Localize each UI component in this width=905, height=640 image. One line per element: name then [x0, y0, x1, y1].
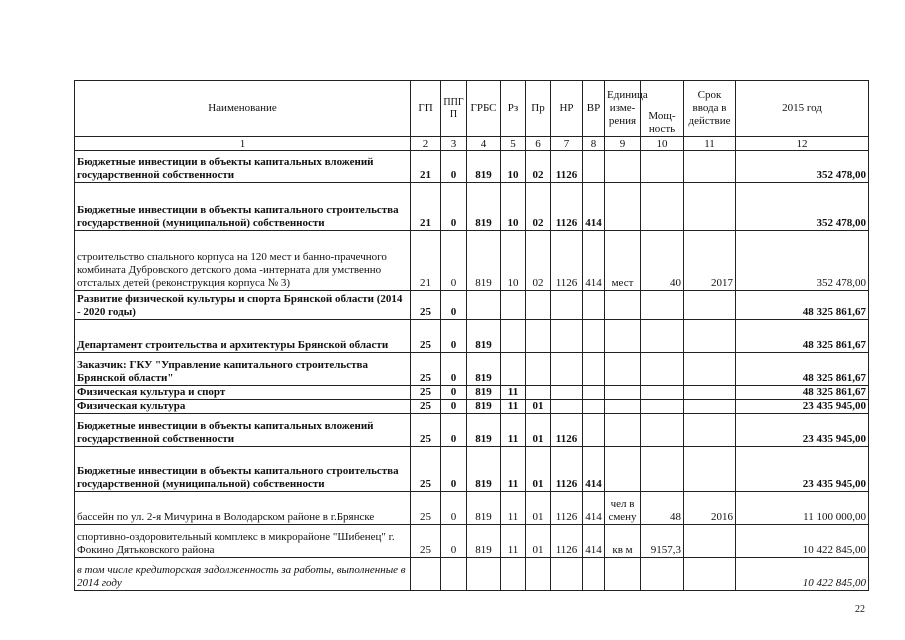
header-unit: Единица изме-рения [605, 81, 641, 137]
header-term: Срок ввода в действие [684, 81, 736, 137]
cell-gp: 21 [411, 183, 441, 231]
cell-pr [526, 291, 551, 320]
cell-pr: 02 [526, 231, 551, 291]
cell-nr [551, 558, 583, 591]
cell-gp: 25 [411, 414, 441, 447]
cell-unit [605, 400, 641, 414]
cell-nr [551, 400, 583, 414]
table-body [75, 137, 869, 591]
table-row [75, 291, 869, 320]
cell-rz [501, 558, 526, 591]
cell-unit [605, 320, 641, 353]
cell-vr [583, 353, 605, 386]
row-name: Бюджетные инвестиции в объекты капитальных вложений государственной собственности [75, 414, 411, 447]
cell-amount: 48 325 861,67 [736, 320, 869, 353]
cell-gp: 25 [411, 291, 441, 320]
cell-gp [411, 558, 441, 591]
cell-vr: 414 [583, 447, 605, 492]
cell-vr: 414 [583, 183, 605, 231]
cell-unit: мест [605, 231, 641, 291]
cell-ppgp: 0 [441, 400, 467, 414]
header-row [75, 81, 869, 137]
cell-term [684, 386, 736, 400]
cell-ppgp: 0 [441, 525, 467, 558]
cell-nr [551, 353, 583, 386]
cell-vr [583, 320, 605, 353]
row-name: Бюджетные инвестиции в объекты капитальных вложений государственной собственности [75, 151, 411, 183]
row-name: спортивно-оздоровительный комплекс в микрорайоне "Шибенец" г. Фокино Дятьковского района [75, 525, 411, 558]
cell-grbs: 819 [467, 447, 501, 492]
cell-rz: 11 [501, 400, 526, 414]
cell-grbs: 819 [467, 400, 501, 414]
cell-amount: 11 100 000,00 [736, 492, 869, 525]
cell-amount: 352 478,00 [736, 231, 869, 291]
row-name: Заказчик: ГКУ "Управление капитального строительства Брянской области" [75, 353, 411, 386]
cell-amount: 48 325 861,67 [736, 291, 869, 320]
cell-capacity: 9157,3 [641, 525, 684, 558]
header-ppgp: ППГП [441, 81, 467, 137]
column-number: 2 [411, 137, 441, 151]
cell-unit [605, 353, 641, 386]
row-name: Развитие физической культуры и спорта Брянской области (2014 - 2020 годы) [75, 291, 411, 320]
cell-unit [605, 151, 641, 183]
cell-ppgp: 0 [441, 447, 467, 492]
header-grbs: ГРБС [467, 81, 501, 137]
cell-rz: 10 [501, 151, 526, 183]
cell-grbs [467, 558, 501, 591]
cell-gp: 21 [411, 231, 441, 291]
cell-term [684, 320, 736, 353]
table-row [75, 231, 869, 291]
cell-capacity: 48 [641, 492, 684, 525]
cell-pr [526, 386, 551, 400]
cell-amount: 352 478,00 [736, 183, 869, 231]
cell-ppgp: 0 [441, 492, 467, 525]
budget-table [74, 80, 869, 591]
table-row [75, 400, 869, 414]
cell-rz: 11 [501, 525, 526, 558]
cell-amount: 23 435 945,00 [736, 414, 869, 447]
cell-term [684, 400, 736, 414]
cell-capacity [641, 400, 684, 414]
cell-gp: 25 [411, 400, 441, 414]
cell-capacity [641, 151, 684, 183]
cell-term [684, 291, 736, 320]
cell-nr: 1126 [551, 447, 583, 492]
table-row [75, 558, 869, 591]
cell-vr [583, 400, 605, 414]
table-row [75, 447, 869, 492]
cell-unit [605, 447, 641, 492]
column-number: 6 [526, 137, 551, 151]
cell-nr: 1126 [551, 151, 583, 183]
cell-pr [526, 320, 551, 353]
row-name: строительство спального корпуса на 120 мест и банно-прачечного комбината Дубровского детского дома -интерната для умственно отсталых детей (реконструкция корпуса № 3) [75, 231, 411, 291]
header-vr: ВР [583, 81, 605, 137]
cell-rz [501, 353, 526, 386]
cell-gp: 25 [411, 353, 441, 386]
cell-pr: 01 [526, 414, 551, 447]
row-name: Физическая культура [75, 400, 411, 414]
table-row [75, 386, 869, 400]
cell-capacity [641, 558, 684, 591]
cell-capacity [641, 183, 684, 231]
cell-ppgp [441, 558, 467, 591]
cell-capacity [641, 291, 684, 320]
cell-gp: 25 [411, 320, 441, 353]
cell-amount: 352 478,00 [736, 151, 869, 183]
column-number: 3 [441, 137, 467, 151]
column-number: 1 [75, 137, 411, 151]
cell-vr: 414 [583, 492, 605, 525]
cell-pr [526, 558, 551, 591]
cell-vr [583, 291, 605, 320]
column-number-row [75, 137, 869, 151]
cell-grbs: 819 [467, 320, 501, 353]
cell-ppgp: 0 [441, 183, 467, 231]
cell-term [684, 525, 736, 558]
cell-rz: 11 [501, 414, 526, 447]
cell-grbs [467, 291, 501, 320]
cell-rz: 11 [501, 492, 526, 525]
cell-gp: 25 [411, 386, 441, 400]
row-name: Бюджетные инвестиции в объекты капитального строительства государственной (муниципальной) собственности [75, 447, 411, 492]
cell-vr [583, 414, 605, 447]
row-name: бассейн по ул. 2-я Мичурина в Володарском районе в г.Брянске [75, 492, 411, 525]
cell-pr: 01 [526, 447, 551, 492]
cell-amount: 10 422 845,00 [736, 525, 869, 558]
column-number: 8 [583, 137, 605, 151]
header-gp: ГП [411, 81, 441, 137]
cell-term: 2017 [684, 231, 736, 291]
table-row [75, 320, 869, 353]
cell-term [684, 151, 736, 183]
cell-term [684, 558, 736, 591]
row-name: Физическая культура и спорт [75, 386, 411, 400]
row-name: в том числе кредиторская задолженность за работы, выполненные в 2014 году [75, 558, 411, 591]
header-year: 2015 год [736, 81, 869, 137]
cell-pr: 02 [526, 183, 551, 231]
table-row [75, 151, 869, 183]
cell-rz: 11 [501, 447, 526, 492]
row-name: Департамент строительства и архитектуры Брянской области [75, 320, 411, 353]
cell-amount: 23 435 945,00 [736, 447, 869, 492]
cell-ppgp: 0 [441, 320, 467, 353]
cell-term: 2016 [684, 492, 736, 525]
cell-nr: 1126 [551, 525, 583, 558]
column-number: 7 [551, 137, 583, 151]
cell-gp: 25 [411, 447, 441, 492]
cell-ppgp: 0 [441, 231, 467, 291]
cell-capacity [641, 447, 684, 492]
cell-pr [526, 353, 551, 386]
cell-unit [605, 558, 641, 591]
cell-term [684, 183, 736, 231]
cell-vr [583, 386, 605, 400]
cell-ppgp: 0 [441, 414, 467, 447]
cell-nr [551, 291, 583, 320]
cell-capacity [641, 386, 684, 400]
cell-rz: 11 [501, 386, 526, 400]
cell-nr: 1126 [551, 414, 583, 447]
cell-amount: 48 325 861,67 [736, 386, 869, 400]
cell-rz [501, 291, 526, 320]
column-number: 12 [736, 137, 869, 151]
cell-rz: 10 [501, 183, 526, 231]
cell-ppgp: 0 [441, 151, 467, 183]
row-name: Бюджетные инвестиции в объекты капитального строительства государственной (муниципальной) собственности [75, 183, 411, 231]
cell-capacity: 40 [641, 231, 684, 291]
cell-grbs: 819 [467, 525, 501, 558]
cell-grbs: 819 [467, 183, 501, 231]
cell-vr: 414 [583, 231, 605, 291]
cell-capacity [641, 353, 684, 386]
cell-nr [551, 386, 583, 400]
header-name: Наименование [75, 81, 411, 137]
cell-nr [551, 320, 583, 353]
table-row [75, 492, 869, 525]
cell-ppgp: 0 [441, 386, 467, 400]
cell-grbs: 819 [467, 492, 501, 525]
cell-grbs: 819 [467, 231, 501, 291]
table-row [75, 525, 869, 558]
cell-amount: 23 435 945,00 [736, 400, 869, 414]
cell-ppgp: 0 [441, 291, 467, 320]
cell-gp: 25 [411, 525, 441, 558]
cell-vr [583, 558, 605, 591]
cell-gp: 25 [411, 492, 441, 525]
cell-rz: 10 [501, 231, 526, 291]
cell-pr: 02 [526, 151, 551, 183]
cell-unit [605, 414, 641, 447]
table-row [75, 414, 869, 447]
cell-nr: 1126 [551, 492, 583, 525]
column-number: 10 [641, 137, 684, 151]
page-number: 22 [855, 604, 865, 615]
cell-rz [501, 320, 526, 353]
column-number: 5 [501, 137, 526, 151]
cell-amount: 48 325 861,67 [736, 353, 869, 386]
cell-grbs: 819 [467, 151, 501, 183]
header-rz: Рз [501, 81, 526, 137]
cell-unit [605, 183, 641, 231]
column-number: 4 [467, 137, 501, 151]
cell-grbs: 819 [467, 353, 501, 386]
cell-unit: кв м [605, 525, 641, 558]
cell-gp: 21 [411, 151, 441, 183]
cell-ppgp: 0 [441, 353, 467, 386]
cell-unit: чел в смену [605, 492, 641, 525]
column-number: 9 [605, 137, 641, 151]
cell-nr: 1126 [551, 231, 583, 291]
cell-term [684, 353, 736, 386]
cell-unit [605, 291, 641, 320]
cell-grbs: 819 [467, 414, 501, 447]
table-row [75, 353, 869, 386]
cell-vr: 414 [583, 525, 605, 558]
cell-amount: 10 422 845,00 [736, 558, 869, 591]
cell-capacity [641, 414, 684, 447]
cell-pr: 01 [526, 525, 551, 558]
cell-term [684, 447, 736, 492]
header-nr: НР [551, 81, 583, 137]
cell-nr: 1126 [551, 183, 583, 231]
cell-term [684, 414, 736, 447]
header-pr: Пр [526, 81, 551, 137]
cell-pr: 01 [526, 400, 551, 414]
cell-grbs: 819 [467, 386, 501, 400]
cell-unit [605, 386, 641, 400]
cell-pr: 01 [526, 492, 551, 525]
column-number: 11 [684, 137, 736, 151]
cell-capacity [641, 320, 684, 353]
table-row [75, 183, 869, 231]
cell-vr [583, 151, 605, 183]
header-capacity: Мощ-ность [641, 81, 684, 137]
